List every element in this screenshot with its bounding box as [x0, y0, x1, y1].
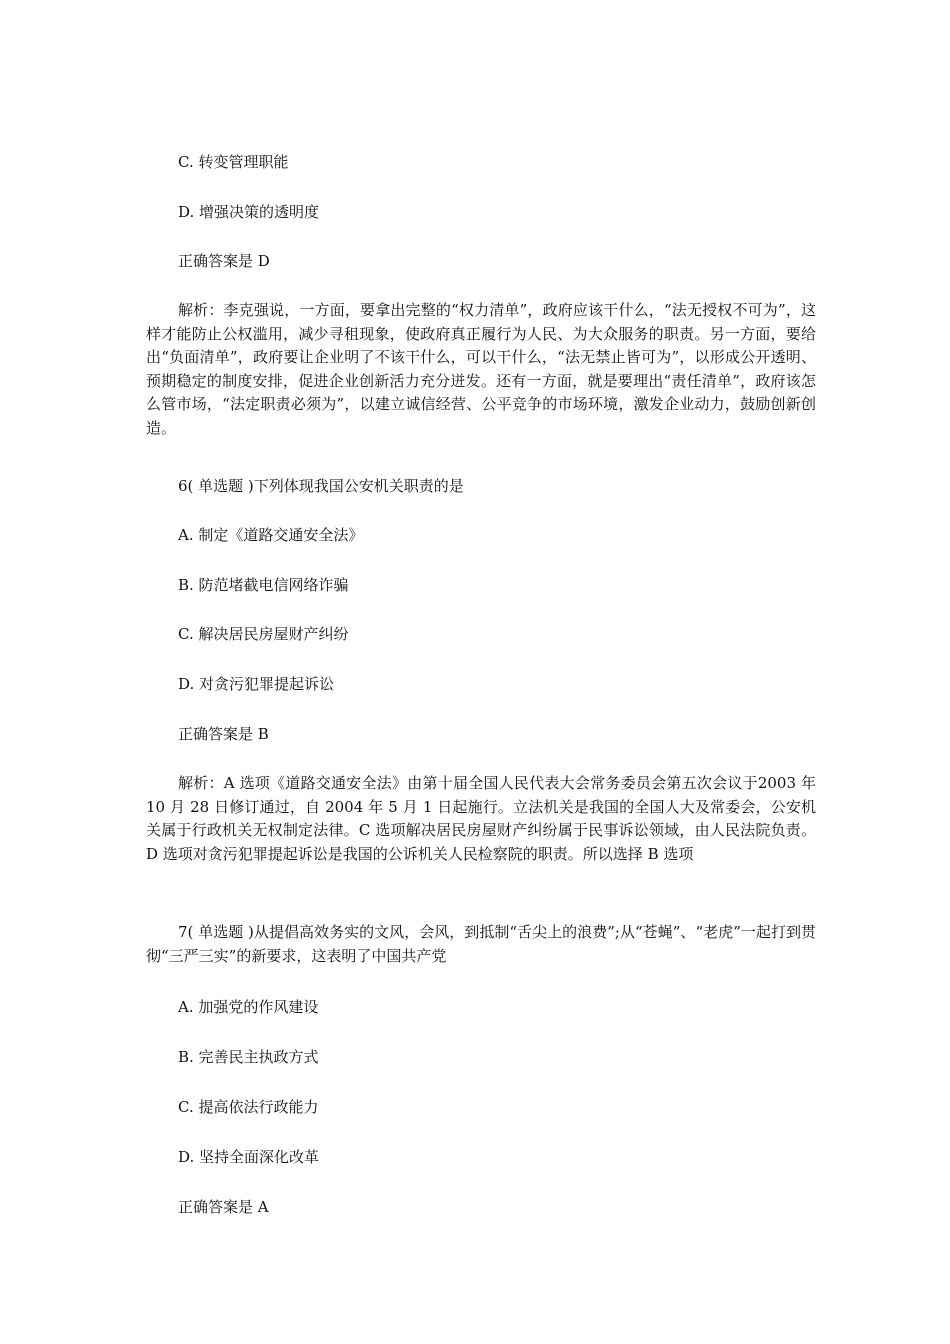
- q6-option-a: A. 制定《道路交通安全法》: [178, 526, 364, 544]
- q7-option-a: A. 加强党的作风建设: [178, 998, 319, 1016]
- q5-answer: 正确答案是 D: [178, 252, 270, 270]
- q6-option-d: D. 对贪污犯罪提起诉讼: [178, 675, 335, 693]
- q6-answer: 正确答案是 B: [178, 725, 269, 743]
- q5-option-c: C. 转变管理职能: [178, 153, 289, 171]
- q6-option-b: B. 防范堵截电信网络诈骗: [178, 576, 349, 594]
- q6-question: 6( 单选题 )下列体现我国公安机关职责的是: [178, 477, 464, 495]
- q7-option-b: B. 完善民主执政方式: [178, 1048, 319, 1066]
- q6-analysis: 解析：A 选项《道路交通安全法》由第十届全国人民代表大会常务委员会第五次会议于2003 年 10 月 28 日修订通过，自 2004 年 5 月 1 日起施行。立法机关是我国的全国人大及常委会，公安机关属于行政机关无权制定法律。C 选项解决居民房屋财产纠纷属于民事诉讼领域，由人民法院负责。D 选项对贪污犯罪提起诉讼是我国的公诉机关人民检察院的职责。所以选择 B 选项: [146, 774, 816, 863]
- q5-option-d: D. 增强决策的透明度: [178, 203, 320, 221]
- q6-option-c: C. 解决居民房屋财产纠纷: [178, 625, 349, 643]
- q7-answer: 正确答案是 A: [178, 1198, 269, 1216]
- q5-analysis: 解析：李克强说，一方面，要拿出完整的“权力清单”，政府应该干什么，“法无授权不可为”，这样才能防止公权滥用，减少寻租现象，使政府真正履行为人民、为大众服务的职责。另一方面，要给出“负面清单”，政府要让企业明了不该干什么，可以干什么，“法无禁止皆可为”，以形成公开透明、预期稳定的制度安排，促进企业创新活力充分迸发。还有一方面，就是要理出“责任清单”，政府该怎么管市场，“法定职责必须为”，以建立诚信经营、公平竞争的市场环境，激发企业动力，鼓励创新创造。: [146, 301, 816, 437]
- q7-option-c: C. 提高依法行政能力: [178, 1098, 319, 1116]
- q7-question: 7( 单选题 )从提倡高效务实的文风，会风，到抵制“舌尖上的浪费”;从“苍蝇”、“老虎”一起打到贯彻“三严三实”的新要求，这表明了中国共产党: [146, 923, 816, 965]
- q7-option-d: D. 坚持全面深化改革: [178, 1148, 320, 1166]
